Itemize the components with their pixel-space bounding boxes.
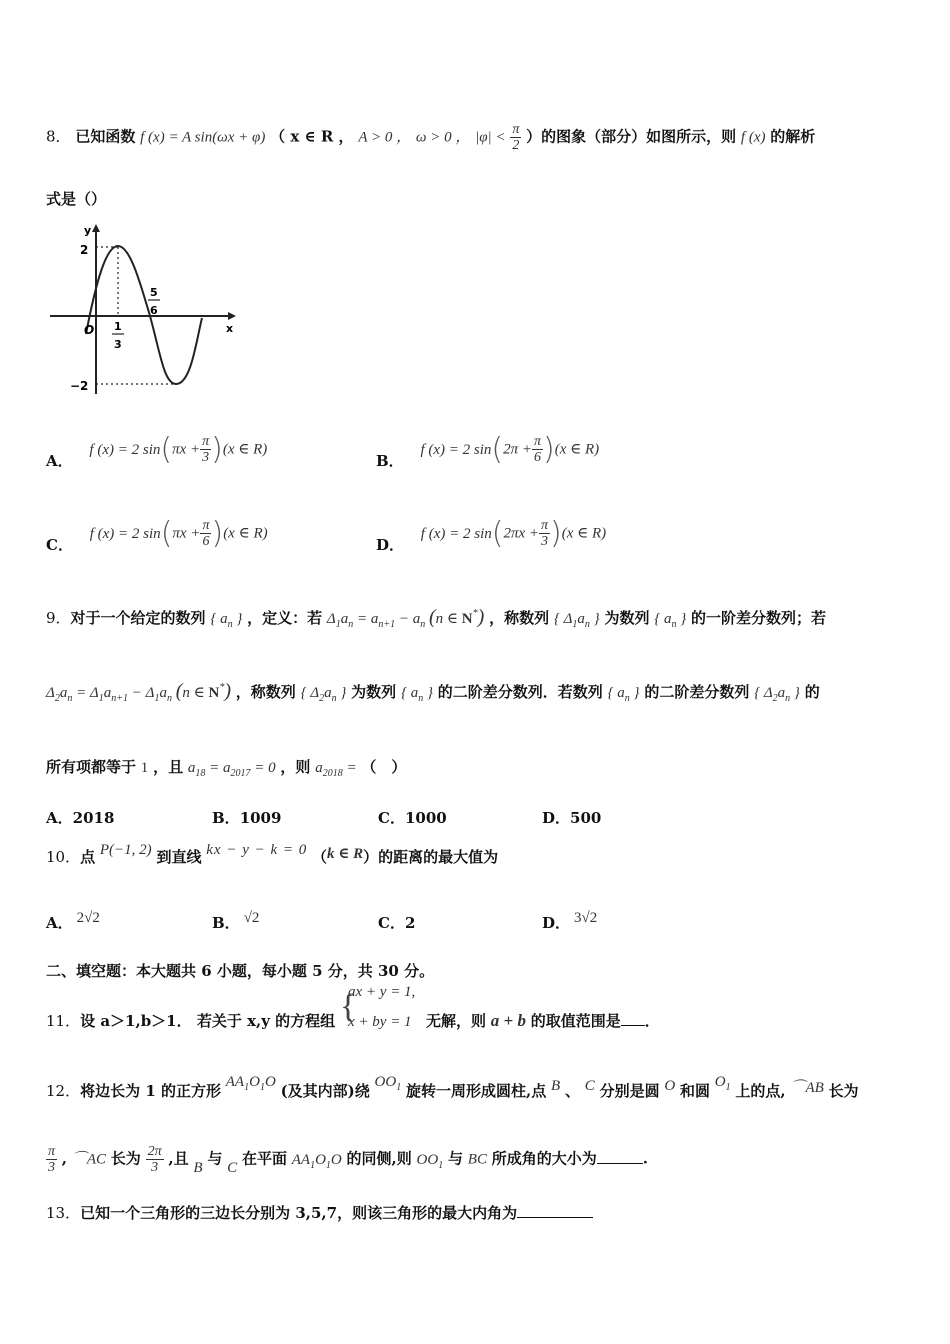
x-tick2-num: 5 xyxy=(150,286,158,299)
y-axis-arrow xyxy=(92,224,100,232)
q8-option-b[interactable]: B． f (x) = 2 sin(2π + $\frac{\pi}{6}$ )(x ∈ R) xyxy=(376,432,600,470)
q9-option-b[interactable]: B．1009 xyxy=(212,809,282,827)
q12-line1: 12．将边长为 1 的正方形 $AA_1O_1O$ (及其内部)绕 $OO_1$ 旋转一周形成圆柱,点 B 、 C 分别是圆 O 和圆 $O_1$ 上的点, ⌒AB 长为 xyxy=(46,1074,859,1100)
q10-option-d[interactable]: D． 3√2 xyxy=(542,910,598,932)
section-2-heading: 二、填空题：本大题共 6 小题，每小题 5 分，共 30 分。 xyxy=(46,962,435,980)
q8-pi-over-2: $\frac{\pi}{2}$ xyxy=(512,122,520,153)
q13-line: 13．已知一个三角形的三边长分别为 3,5,7，则该三角形的最大内角为 xyxy=(46,1202,593,1223)
x-tick2-den: 6 xyxy=(150,304,158,317)
q9-line3: 所有项都等于 1 ，且 $a_{18} = a_{2017} = 0$ ，则 $a_{2018}$ = （ ） xyxy=(46,758,407,779)
q11-line: 11．设 a＞1,b＞1． 若关于 x,y 的方程组 xyxy=(46,1012,336,1030)
q10-option-c[interactable]: C．2 xyxy=(378,914,416,932)
q10-option-a[interactable]: A． 2√2 xyxy=(46,910,100,932)
x-label: x xyxy=(226,322,234,335)
q8-number: 8． xyxy=(46,127,71,146)
q8-function: f (x) = A sin(ωx + φ) xyxy=(140,129,266,146)
q9-option-d[interactable]: D．500 xyxy=(542,809,602,827)
q9-option-a[interactable]: A．2018 xyxy=(46,809,115,827)
q13-answer-blank[interactable] xyxy=(517,1217,593,1218)
x-tick1-den: 3 xyxy=(114,338,122,351)
q11-answer-blank[interactable] xyxy=(621,1025,645,1026)
q10-line: 10．点 P(−1, 2) 到直线 kx − y − k = 0 （k ∈ R）的距离的最大值为 xyxy=(46,842,499,866)
x-tick1-num: 1 xyxy=(114,320,122,333)
q10-option-b[interactable]: B． √2 xyxy=(212,910,260,932)
q9-line1: 9．对于一个给定的数列 { $a_n$ } ，定义：若 $\Delta_1a_n = a_{n+1} - a_n$ (n ∈ N*) ，称数列 { $\Delta_1a_n$ } 为数列 { $a_n$ } 的一阶差分数列；若 xyxy=(46,606,827,630)
y-max-label: 2 xyxy=(80,243,89,257)
y-min-label: −2 xyxy=(70,379,89,393)
q8-line2: 式是（） xyxy=(46,190,107,208)
q8-option-a[interactable]: A． f (x) = 2 sin(πx + $\frac{\pi}{3}$ )(x ∈ R) xyxy=(46,432,268,470)
origin-label: O xyxy=(84,323,95,337)
q12-answer-blank[interactable] xyxy=(597,1163,643,1164)
q9-line2: $\Delta_2a_n = \Delta_1a_{n+1} - \Delta_1a_n$ (n ∈ N*) ，称数列 { $\Delta_2a_n$ } 为数列 { $a_n$ } 的二阶差分数列．若数列 { $a_n$ } 的二阶差分数列 { $\Delta_2a_n$ } 的 xyxy=(46,680,820,704)
y-label: y xyxy=(84,224,92,237)
q12-line2: $\frac{\pi}{3}$ , ⌒AC 长为 $\frac{2\pi}{3}$ ,且 B 与 C 在平面 $AA_1O_1O$ 的同侧,则 $OO_1$ 与 BC 所成角的大小为 . xyxy=(48,1144,648,1176)
q8-graph xyxy=(46,222,242,400)
q8-option-c[interactable]: C． f (x) = 2 sin(πx + $\frac{\pi}{6}$ )(x ∈ R) xyxy=(46,516,268,554)
q11-line-rest: 无解，则 a + b 的取值范围是 ． xyxy=(426,1011,660,1030)
q9-option-c[interactable]: C．1000 xyxy=(378,809,447,827)
q8-line1: 8． 已知函数 f (x) = A sin(ωx + φ) （ x ∈ R ， A > 0 ， ω > 0 ， |φ| < $\frac{\pi}{2}$ ）的图象（部分）如图所示，则 f (x) 的解析 xyxy=(46,122,816,153)
x-axis-arrow xyxy=(228,312,236,320)
q8-option-d[interactable]: D． f (x) = 2 sin(2πx + $\frac{\pi}{3}$ )(x ∈ R) xyxy=(376,516,607,554)
